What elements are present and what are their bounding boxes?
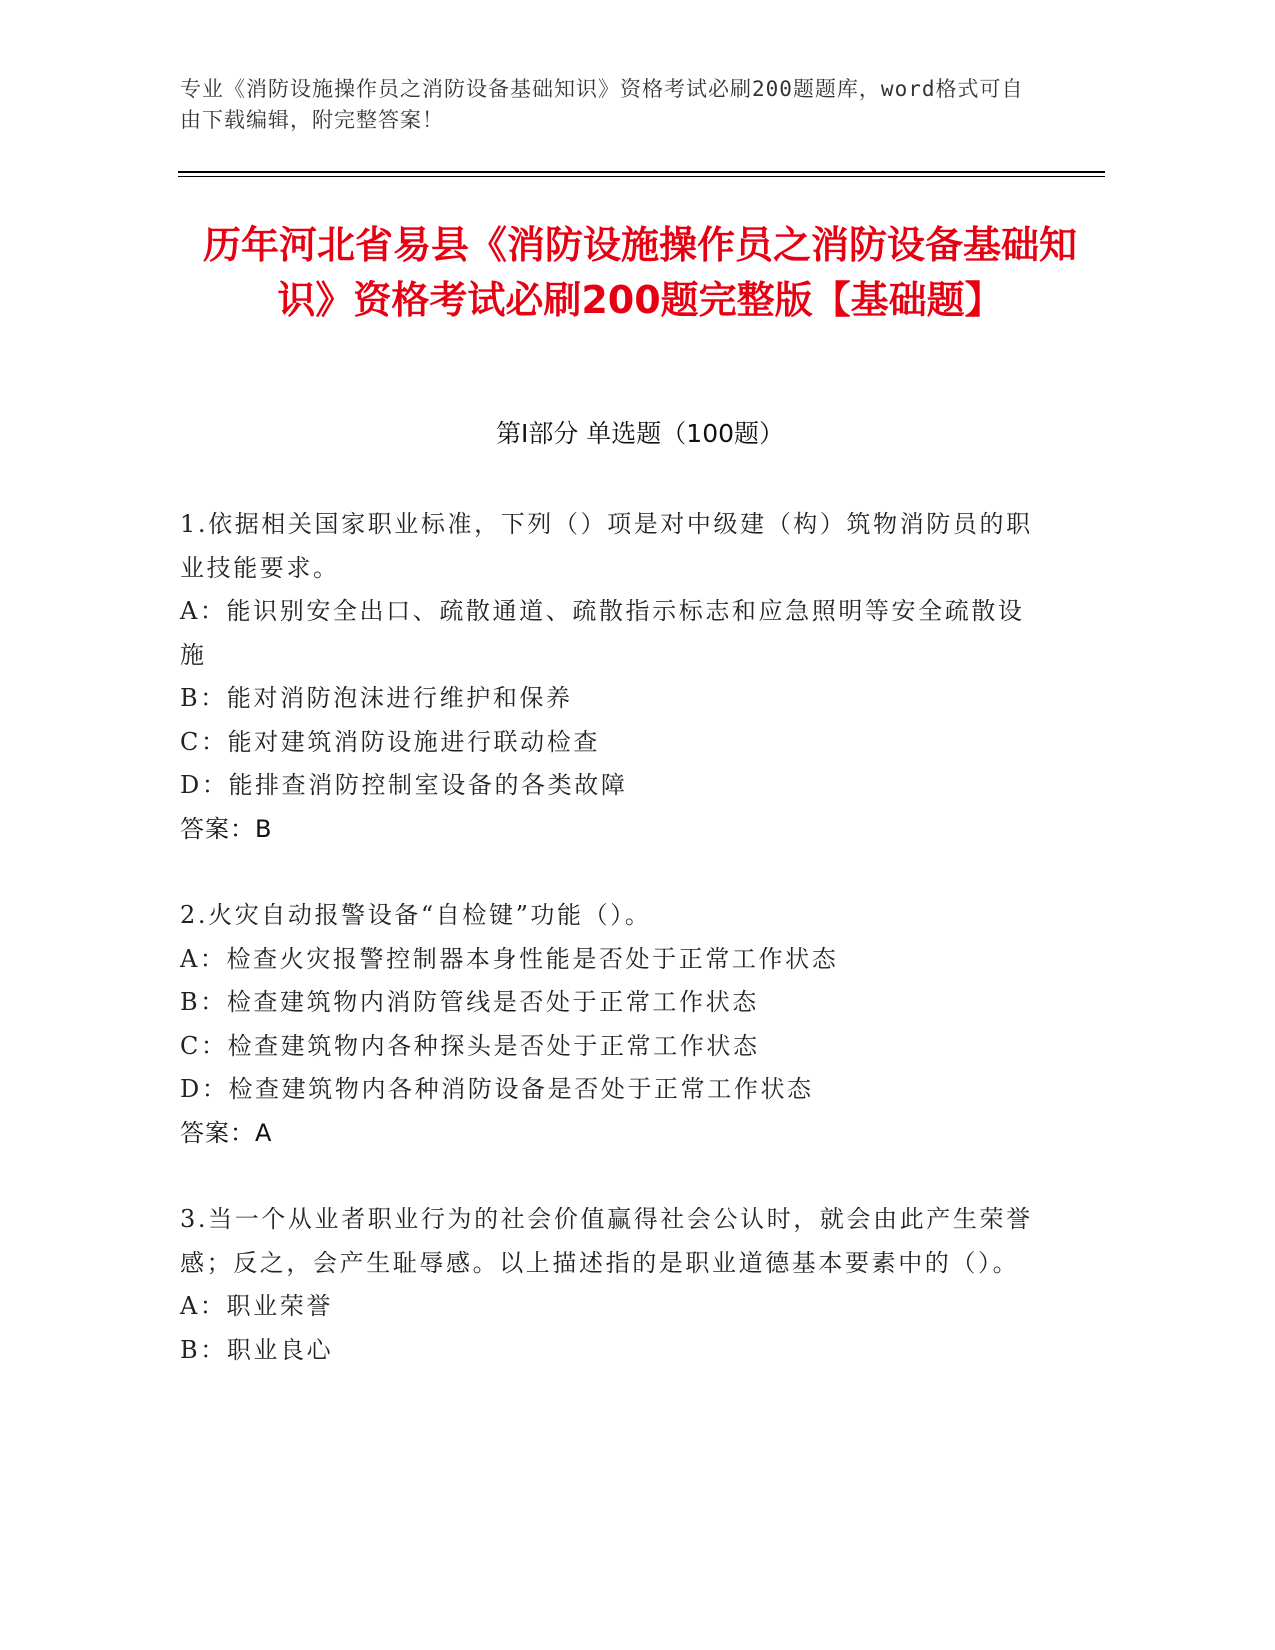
option-a: A：能识别安全出口、疏散通道、疏散指示标志和应急照明等安全疏散设施: [180, 597, 1025, 669]
question-2: [180, 894, 1040, 1155]
option-b: B：检查建筑物内消防管线是否处于正常工作状态: [180, 988, 759, 1016]
section-heading: 第Ⅰ部分 单选题（100题）: [495, 419, 785, 448]
question-stem: 2.火灾自动报警设备“自检键”功能（）。: [180, 901, 652, 929]
option-c: C：能对建筑消防设施进行联动检查: [180, 727, 600, 756]
answer: 答案：A: [180, 1118, 273, 1147]
option-a: A：检查火灾报警控制器本身性能是否处于正常工作状态: [180, 944, 839, 973]
answer: 答案：B: [180, 814, 273, 843]
header-rule-thin: [178, 176, 1105, 177]
option-d: D：能排查消防控制室设备的各类故障: [180, 771, 628, 799]
option-b: B：职业良心: [180, 1335, 334, 1364]
question-stem: 3.当一个从业者职业行为的社会价值赢得社会公认时，就会由此产生荣誉感；反之，会产生耻辱感。以上描述指的是职业道德基本要素中的（）。: [180, 1205, 1033, 1277]
option-d: D：检查建筑物内各种消防设备是否处于正常工作状态: [180, 1075, 814, 1103]
question-list: [180, 503, 1040, 1415]
header-note: 专业《消防设施操作员之消防设备基础知识》资格考试必刷200题题库，word格式可自由下载编辑，附完整答案！: [180, 77, 1024, 132]
question-stem: 1.依据相关国家职业标准，下列（）项是对中级建（构）筑物消防员的职业技能要求。: [180, 510, 1033, 582]
option-a: A：职业荣誉: [180, 1292, 333, 1320]
option-b: B：能对消防泡沫进行维护和保养: [180, 684, 573, 712]
question-3: [180, 1198, 1040, 1372]
header-rule-thick: [178, 171, 1105, 173]
document-title: 历年河北省易县《消防设施操作员之消防设备基础知识》资格考试必刷200题完整版【基础题】: [202, 223, 1077, 322]
option-c: C：检查建筑物内各种探头是否处于正常工作状态: [180, 1031, 760, 1060]
question-1: [180, 503, 1040, 851]
